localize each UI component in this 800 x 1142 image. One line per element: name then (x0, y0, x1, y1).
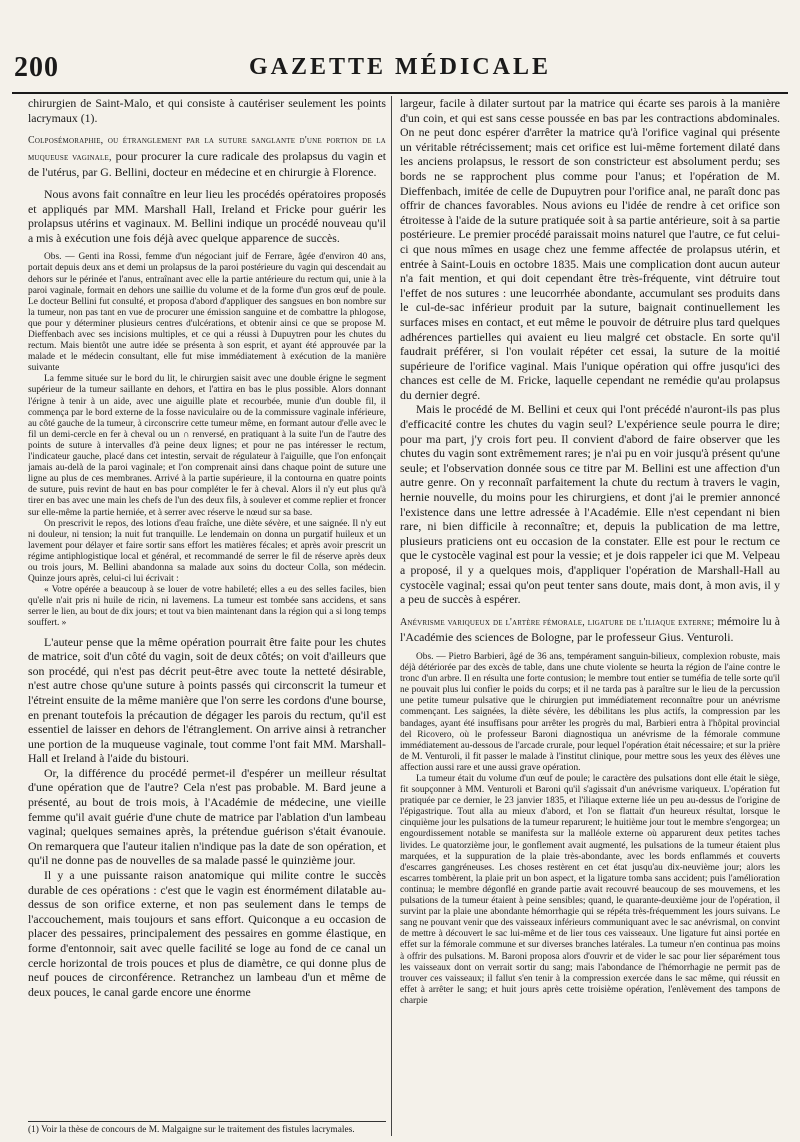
continuation-paragraph: chirurgien de Saint-Malo, et qui consiste à cautériser seulement les points lacrymaux (1). (28, 96, 386, 125)
observation-text: Genti ina Rossi, femme d'un négociant juif de Ferrare, âgée d'environ 40 ans, portait depuis deux ans et demi un prolapsus de la paroi postérieure du vagin qui descendait au dehors sur le périnée et l'anus, entraînant avec elle la partie antérieure du rectum qui, unie à la paroi vaginale, formait en dehors une saillie du volume et de la forme d'un gros œuf de poule. Le docteur Bellini fut consulté, et proposa d'abord d'appliquer des sangsues en bon nombre sur la tumeur, non pas tant en vue de procurer une émission sanguine et de combattre la phlogose, que pour y déterminer plusieurs centres d'ulcérations, et obtenir ainsi ce que se propose M. Dieffenbach avec ses incisions multiples, et ce qui a réussi à Dupuytren pour les chutes du rectum. Mais bientôt une autre idée se présenta à son esprit, et ayant été approuvée par la malade et le médecin consultant, elle fut mise immédiatement à exécution de la manière suivante (28, 252, 386, 374)
observation-label: Obs. — (44, 252, 75, 263)
footnote-text: (1) Voir la thèse de concours de M. Malgaigne sur le traitement des fistules lacrymales. (28, 1124, 355, 1135)
article2-heading-title: Anévrisme variqueux de l'artère fémorale, ligature de l'iliaque externe; (400, 616, 715, 628)
article-heading (28, 132, 386, 180)
author-paragraph: L'auteur pense que la même opération pourrait être faite pour les chutes de matrice, soit d'un côté du vagin, soit de deux côtés; on voit d'ailleurs que son procédé, qui n'est pas décrit peut-être avec toute la netteté désirable, n'est autre chose qu'une suture à points passés qui circonscrit la tumeur et l'étreint ensuite de la même manière que l'on serre les cordons d'une bourse, en prenant toutefois la précaution de dégager les parois du rectum, qu'il est essentiel de laisser en dehors de l'étranglement. On arrive ainsi à retrancher une portion de la muqueuse vaginale, tout comme l'ont fait MM. Marshall-Hall et Ireland à l'aide du bistouri. (28, 634, 386, 766)
continuation-paragraph-right: largeur, facile à dilater surtout par la matrice qui écarte ses parois à la manière d'un coin, et qui est sans cesse poussée en bas par les contractions abdominales. On ne peut donc espérer d'arrêter la matrice qu'à l'orifice vaginal qui présente un véritable rétrécissement; mais cet orifice est lui-même fortement dilaté dans les anciens prolapsus, le ressort de son constricteur est absolument perdu; ses bords ne se rapprochent plus comme pour l'anus; et l'opération de M. Dieffenbach, imitée de celle de Dupuytren pour l'orifice anal, ne paraît donc pas offrir de chances favorables. Nous avions eu l'idée de rendre à cet orifice son étroitesse à l'aide de la suture pratiquée soit à sa partie antérieure, soit à sa partie postérieure. Le premier procédé paraissait moins naturel que l'autre, ce fut celui-ci que nous mîmes en usage chez une femme affectée de prolapsus utérin, et entrée à Saint-Louis en octobre 1835. Mais une complication dont aucun auteur n'a fait mention, et qui doit cependant être très-fréquente, vint détruire tout l'effet de nos sutures : une leucorrhée abondante, accumulant ses produits dans le cul-de-sac inférieur produit par la suture, baignait continuellement les surfaces mises en contact, et eut même le pouvoir de détruire plus tard quelques adhérences partielles qui avaient eu lieu malgré cet obstacle. En sorte qu'il faudrait préférer, si l'on voulait répéter cet essai, la suture de la moitié supérieure de l'orifice vaginal. Mais l'unique opération qui offre jusqu'ici des chances est celle de M. Fricke, laquelle cependant ne remédie qu'au prolapsus du dernier degré. (400, 96, 780, 402)
page-header (12, 50, 788, 94)
article2-heading (400, 614, 780, 645)
difference-paragraph: Or, la différence du procédé permet-il d'espérer un meilleur résultat d'une opération que de l'autre? Cela n'est pas probable. M. Bard jeune a présenté, au bout de trois mois, à l'Académie de médecine, une vieille femme qu'il avait guérie d'une chute de matrice par l'ablation d'un lambeau vaginal; quelques semaines après, la prétendue guérison s'était évanouie. On remarquera que l'auteur italien n'indique pas la date de son opération, et qu'il ne donne pas de nouvelles de sa malade passé le quinzième jour. (28, 765, 386, 868)
right-column (400, 96, 780, 1136)
observation-paragraph (28, 252, 386, 374)
journal-title: GAZETTE MÉDICALE (248, 54, 552, 80)
observation2-label: Obs. — (416, 651, 446, 662)
article-heading-rest: pour procurer la cure radicale des prolapsus du vagin et de l'utérus, par G. Bellini, docteur en médecine et en chirurgie à Florence. (28, 148, 386, 180)
observation2-course: La tumeur était du volume d'un œuf de poule; le caractère des pulsations dont elle était le siège, fit soupçonner à MM. Venturoli et Baroni qu'il s'agissait d'un anévrisme variqueux. L'opération fut pratiquée par ce dernier, le 23 janvier 1835, et l'iliaque externe liée un peu au-dessus de l'origine de l'épigastrique. Tout alla au mieux d'abord, et l'on se flattait d'un heureux résultat, lorsque le cinquième jour les pulsations de la tumeur reparurent; le huitième jour tout le membre s'engorgea; un engourdissement notable se manifesta sur la malléole externe où apparurent deux petites taches livides. Le quatorzième jour, le gonflement avait augmenté, les pulsations de la tumeur étaient plus marquées, et la suppuration de la plaie très-abondante, avec les bords enflammés et couverts d'escarres gangréneuses. Les choses restèrent en cet état jusqu'au dix-neuvième jour; alors les escarres tombèrent, la plaie prit un bon aspect, et la ligature tomba sans accident; puis l'amélioration continua; le membre dégonflé en grande partie avait recouvré beaucoup de ses mouvemens, et les pulsations de la tumeur étaient à peine sensibles; quand, le quarante-deuxième jour de l'opération, il survint par la plaie une abondante hémorrhagie qui se répéta très-fréquemment les jours suivans. Le sang ne pouvant venir que des vaisseaux inférieurs communiquant avec le sac anévrismal, on convint de mettre à découvert le sac lui-même et de lier tous ces vaisseaux. Une ligature fut ainsi portée en effet sur la fémorale commune et sur diverses branches latérales. La tumeur n'en continua pas moins à offrir des pulsations. M. Baroni proposa alors d'ouvrir et de vider le sac pour lier séparément tous les vaisseaux dont on verrait sortir du sang; mais l'abondance de l'hémorrhagie ne permit pas de trouver ces vaisseaux; il fallut s'en tenir à la compression exercée dans le sac même, qui réussit en effet à arrêter le sang; et huit jours après cette troisième opération, l'enlèvement des tampons de charpie (400, 774, 780, 1006)
observation-procedure: La femme située sur le bord du lit, le chirurgien saisit avec une double érigne le segment supérieur de la tumeur saillante en dehors, et l'attira en bas le plus possible. Alors donnant l'érigne à tenir à un aide, avec une aiguille plate et recourbée, munie d'un double fil, il commença par le bord externe de la fosse naviculaire ou de la commissure vaginale inférieure, au côté gauche de la tumeur, à circonscrire cette tumeur même, en formant autour d'elle avec le fil un demi-cercle en fer à cheval ou un ∩ renversé, en pratiquant à la suite l'un de l'autre des points de suture à intervalles d'à peine deux lignes; et pour ne pas intéresser le rectum, l'indicateur gauche, placé dans cet intestin, servait de régulateur à l'aiguille, que l'on enfonçait jamais au-delà de la paroi vaginale; et l'on comprenait ainsi dans chaque point de suture une ligne au plus de ces membranes. Arrivé à la partie supérieure, il la contourna en quatre points de suture, puis revint de haut en bas pour compléter le fer à cheval. Alors il n'y eut plus qu'à tirer en bas avec une main les chefs de l'un des deux fils, à soulever et comme replier et froncer sur elle-même la partie herniée, et à serrer avec réserve le nœud sur sa base. (28, 374, 386, 518)
article2-heading-rest: mémoire lu à l'Académie des sciences de Bologne, par le professeur Gius. Venturoli. (400, 613, 780, 645)
footnote (28, 1121, 386, 1136)
column-divider (391, 96, 392, 1136)
bellini-paragraph: Mais le procédé de M. Bellini et ceux qui l'ont précédé n'auront-ils pas plus d'efficacité contre les chutes du vagin seul? L'expérience seule pourra le dire; pour ma part, j'y crois fort peu. Il convient d'abord de faire observer que les chutes du vagin sont extrêmement rares; je n'ai pu en voir jusqu'à présent qu'une seule; et l'observation donnée sous ce titre par M. Bellini est une affection d'un autre genre. On y reconnaît parfaitement la chute du rectum à travers le vagin, hernie nouvelle, du moins pour les chirurgiens, et dont j'ai le premier annoncé l'existence dans une lettre adressée à l'Académie. Elle n'est cependant ni bien rare, ni bien difficile à reconnaître; et, depuis la publication de ma lettre, plusieurs praticiens ont eu occasion de la constater. Elle est pour le rectum ce que le cystocèle vaginal est pour la vessie; et je dois rappeler ici que M. Velpeau a proposé, il y a quelques mois, d'appliquer l'opération de Marshall-Hall au cystocèle vaginal; essai qu'on peut tenter sans doute, mais dont, à mon avis, il y a peu de succès à espérer. (400, 402, 780, 607)
text-columns (28, 96, 780, 1136)
intro-paragraph: Nous avons fait connaître en leur lieu les procédés opératoires proposés et appliqués par MM. Marshall Hall, Ireland et Fricke pour guérir les prolapsus utérins et vaginaux. M. Bellini indique un procédé nouveau qu'il a mis à exécution une fois déjà avec quelque apparence de succès. (28, 186, 386, 245)
observation2-text: Pietro Barbieri, âgé de 36 ans, tempérament sanguin-bilieux, complexion robuste, mais déjà détériorée par des excès de table, dans une chute violente se heurta la région de l'aine contre le tronc d'un arbre. Il en résulta une forte contusion; le membre tout entier se tuméfia de telle sorte qu'il ne pouvait plus lui confier le poids du corps; et il ne tarda pas à paraître sur le lieu de la percussion une petite tumeur pulsative que le chirurgien put immédiatement reconnaître pour un anévrisme commençant. Les saignées, la diète sévère, les débilitans les plus actifs, la compression par les bandages, ayant été insuffisans pour arrêter les progrès du mal, Barbieri entra à l'hôpital provincial del Ricovero, où le professeur Baroni diagnostiqua un anévrisme de la fémorale commune immédiatement au-dessous de l'arcade crurale, pour lequel l'opération était nécessaire; et sur la prière de M. Venturoli, il fit passer le malade à l'institut clinique, pour mettre sous les yeux des élèves une affection aussi rare et une aussi grave opération. (400, 651, 780, 773)
article-heading-title: Colposémoraphie, ou étranglement par la suture sanglante d'une portion de la muqueuse vaginale, (28, 135, 386, 163)
left-column (28, 96, 386, 1136)
anatomy-paragraph: Il y a une puissante raison anatomique qui milite contre le succès durable de ces opérations : c'est que le vagin est énormément dilatable au-dessus de son orifice externe, et non pas seulement dans le temps de l'accouchement, mais toujours et sans effort. Quiconque a eu occasion de placer des pessaires, principalement des pessaires en gomme élastique, en forme d'entonnoir, sait avec quelle facilité se loge au fond de ce canal un cercle horizontal de trois pouces et plus de diamètre, ce qui donne plus de neuf pouces de circonférence. Retranchez un lambeau d'un et même de deux pouces, le canal garde encore une énorme (28, 868, 386, 999)
observation-letter-quote: « Votre opérée a beaucoup à se louer de votre habileté; elles a eu des selles faciles, bien qu'elle n'ait pris ni huile de ricin, ni lavemens. La tumeur est tombée sans accidens, et sans serrer le lien, au bout de dix jours; et tout va bien maintenant dans la région qui a si long temps souffert. » (28, 585, 386, 629)
observation2-paragraph (400, 652, 780, 774)
page-number: 200 (14, 52, 59, 83)
observation-aftercare: On prescrivit le repos, des lotions d'eau fraîche, une diète sévère, et une saignée. Il n'y eut ni douleur, ni tension; la nuit fut tranquille. Le lendemain on donna un purgatif huileux et un lavement pour délayer et faire sortir sans effort les matières fécales; et après avoir prescrit un régime antiphlogistique local et général, et recommandé de serrer le fil de réserve après deux ou trois jours, M. Bellini abandonna sa malade aux soins du docteur Colla, son médecin. Quinze jours après, celui-ci lui écrivait : (28, 518, 386, 585)
